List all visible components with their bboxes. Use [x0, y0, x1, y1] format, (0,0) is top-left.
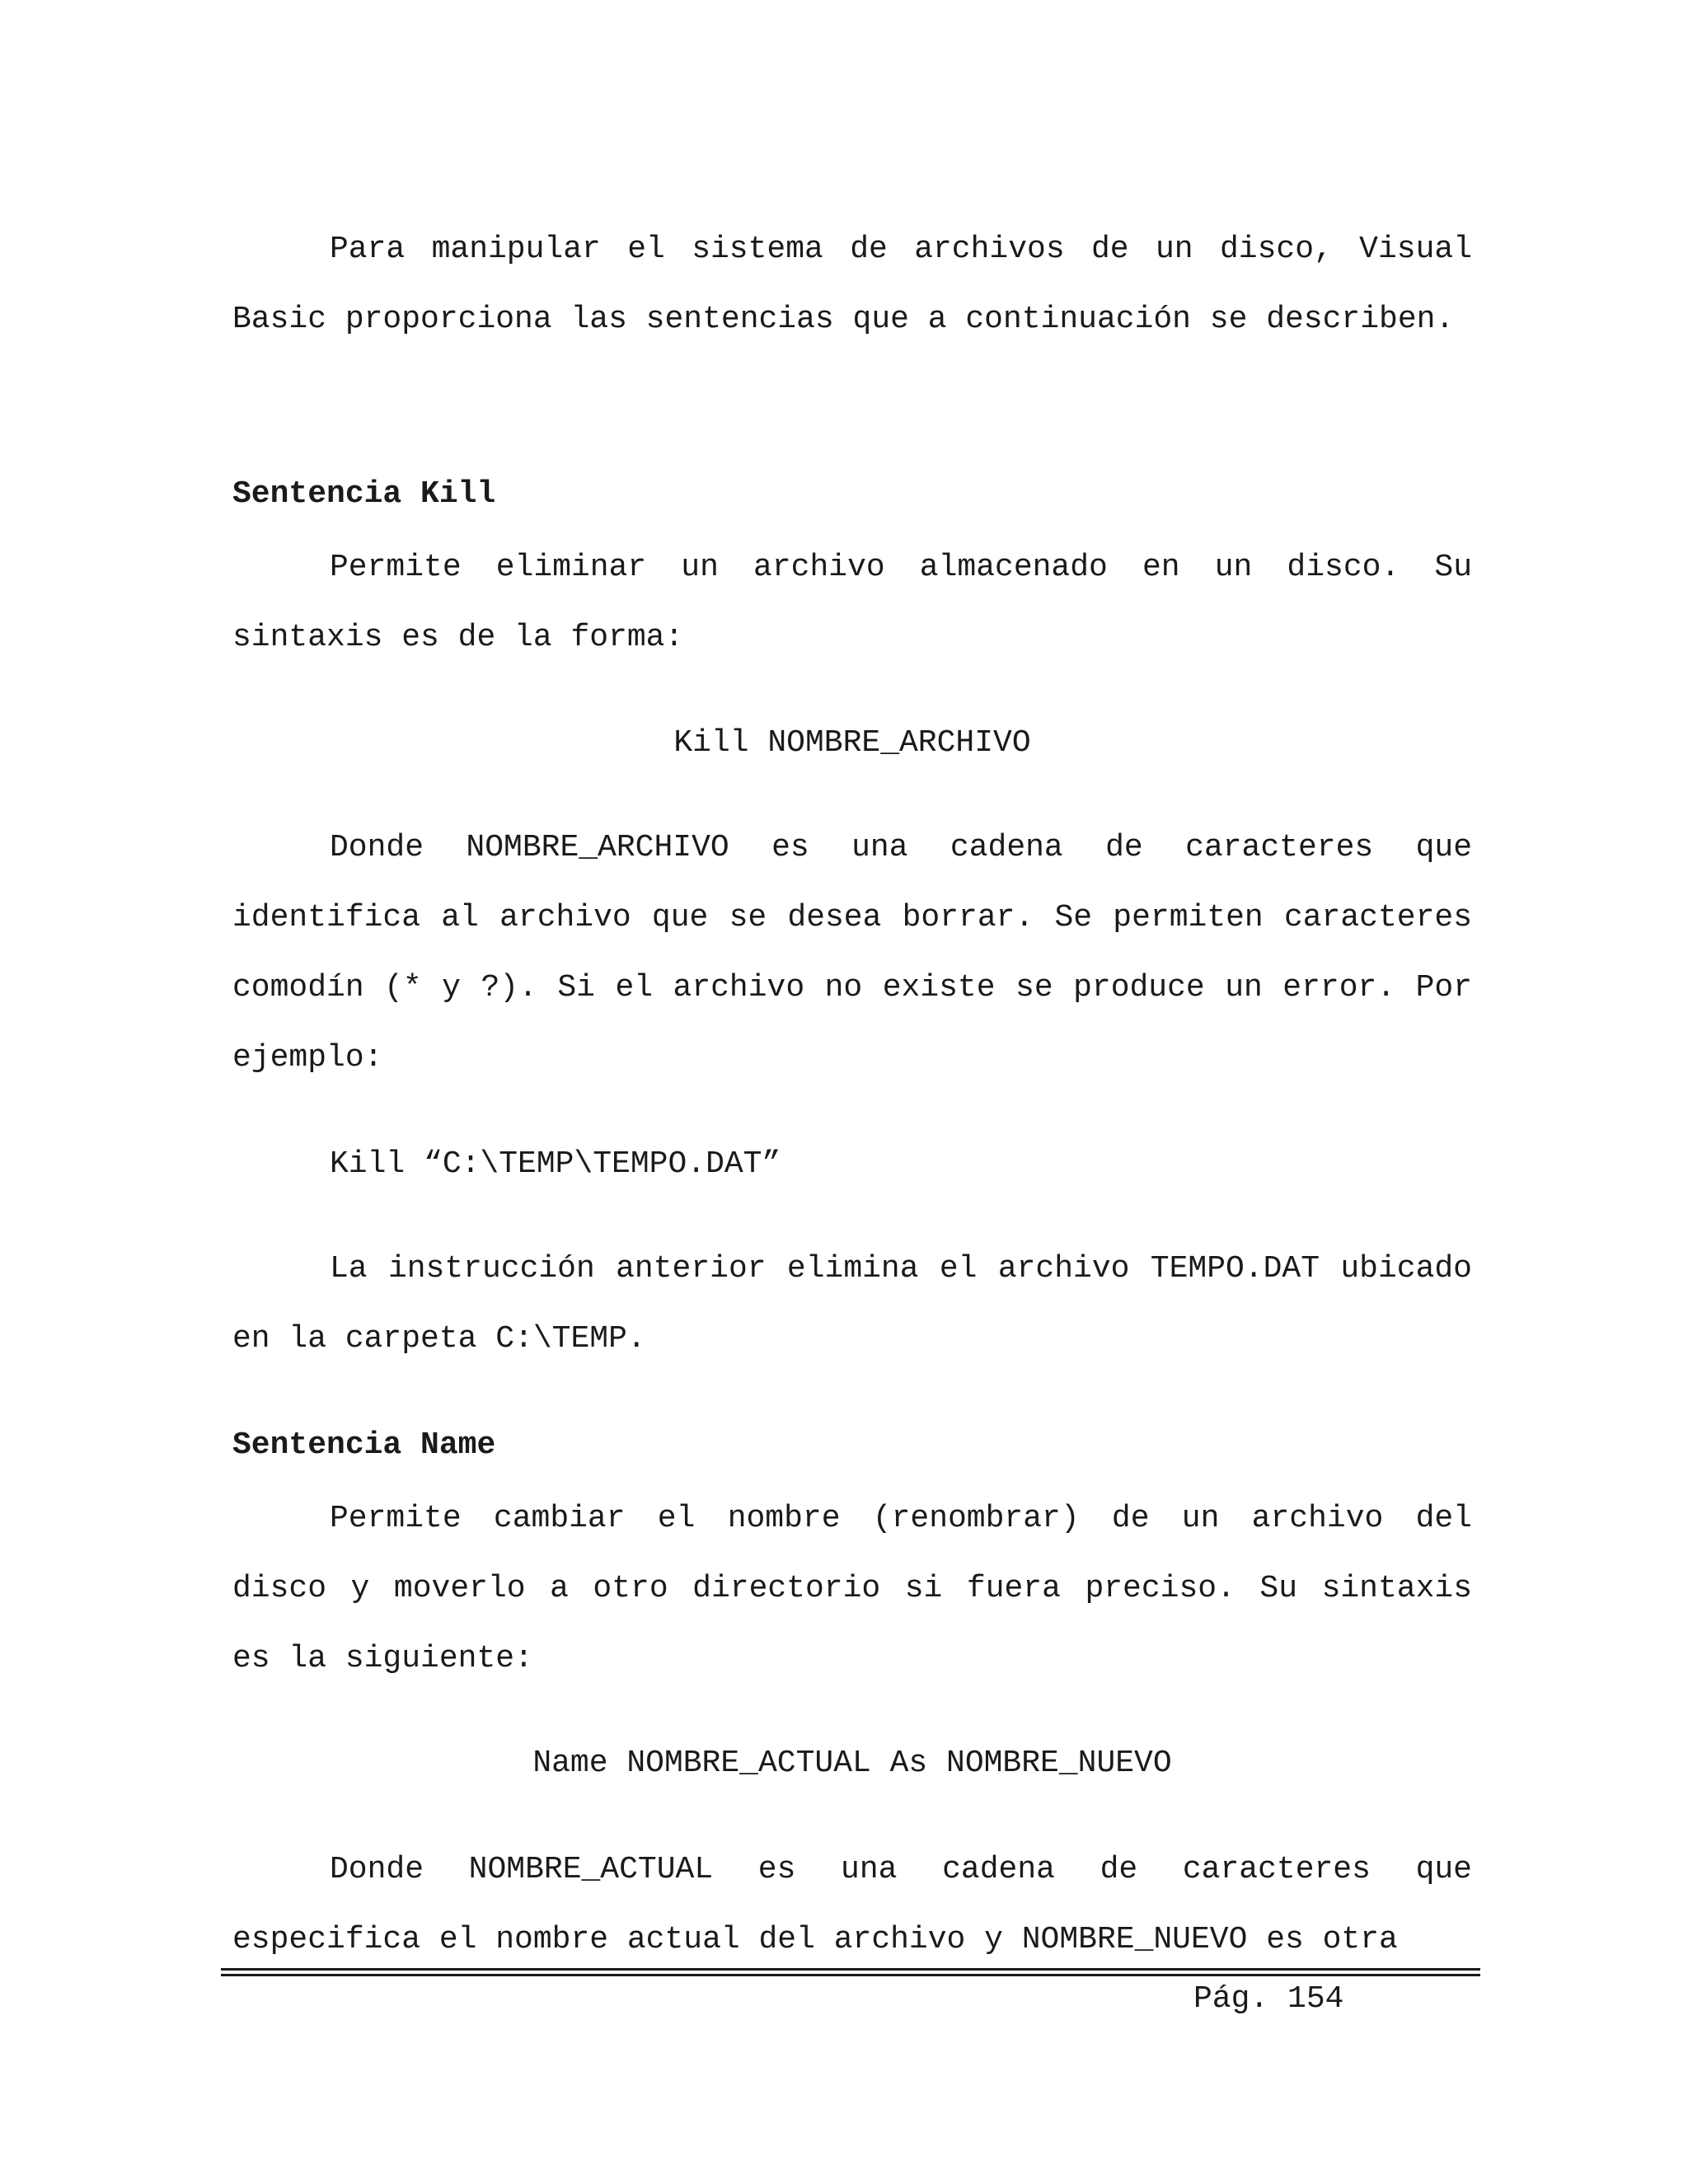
- kill-example-note: La instrucción anterior elimina el archivo TEMPO.DAT ubicado en la carpeta C:\TEMP.: [232, 1251, 1472, 1357]
- page-number: Pág. 154: [1193, 1981, 1344, 2017]
- kill-explanation: Donde NOMBRE_ARCHIVO es una cadena de caracteres que identifica al archivo que se desea borrar. Se permiten caracteres comodín (* y ?). Si el archivo no existe se produce un error. Por ejemplo:: [232, 830, 1472, 1076]
- name-description: Permite cambiar el nombre (renombrar) de un archivo del disco y moverlo a otro directorio si fuera preciso. Su sintaxis es la siguiente:: [232, 1501, 1472, 1676]
- name-explanation: Donde NOMBRE_ACTUAL es una cadena de caracteres que especifica el nombre actual del archivo y NOMBRE_NUEVO es otra: [232, 1852, 1472, 1957]
- kill-example: Kill “C:\TEMP\TEMPO.DAT”: [330, 1146, 781, 1182]
- name-heading: Sentencia Name: [232, 1427, 496, 1463]
- footer-rule-top: [221, 1968, 1480, 1971]
- kill-description: Permite eliminar un archivo almacenado en un disco. Su sintaxis es de la forma:: [232, 550, 1472, 655]
- name-syntax: Name NOMBRE_ACTUAL As NOMBRE_NUEVO: [532, 1746, 1172, 1781]
- kill-heading: Sentencia Kill: [232, 476, 496, 512]
- intro-paragraph: Para manipular el sistema de archivos de un disco, Visual Basic proporciona las sentencias que a continuación se describen.: [232, 232, 1472, 337]
- document-page: [232, 0, 1472, 2184]
- kill-syntax: Kill NOMBRE_ARCHIVO: [673, 725, 1031, 761]
